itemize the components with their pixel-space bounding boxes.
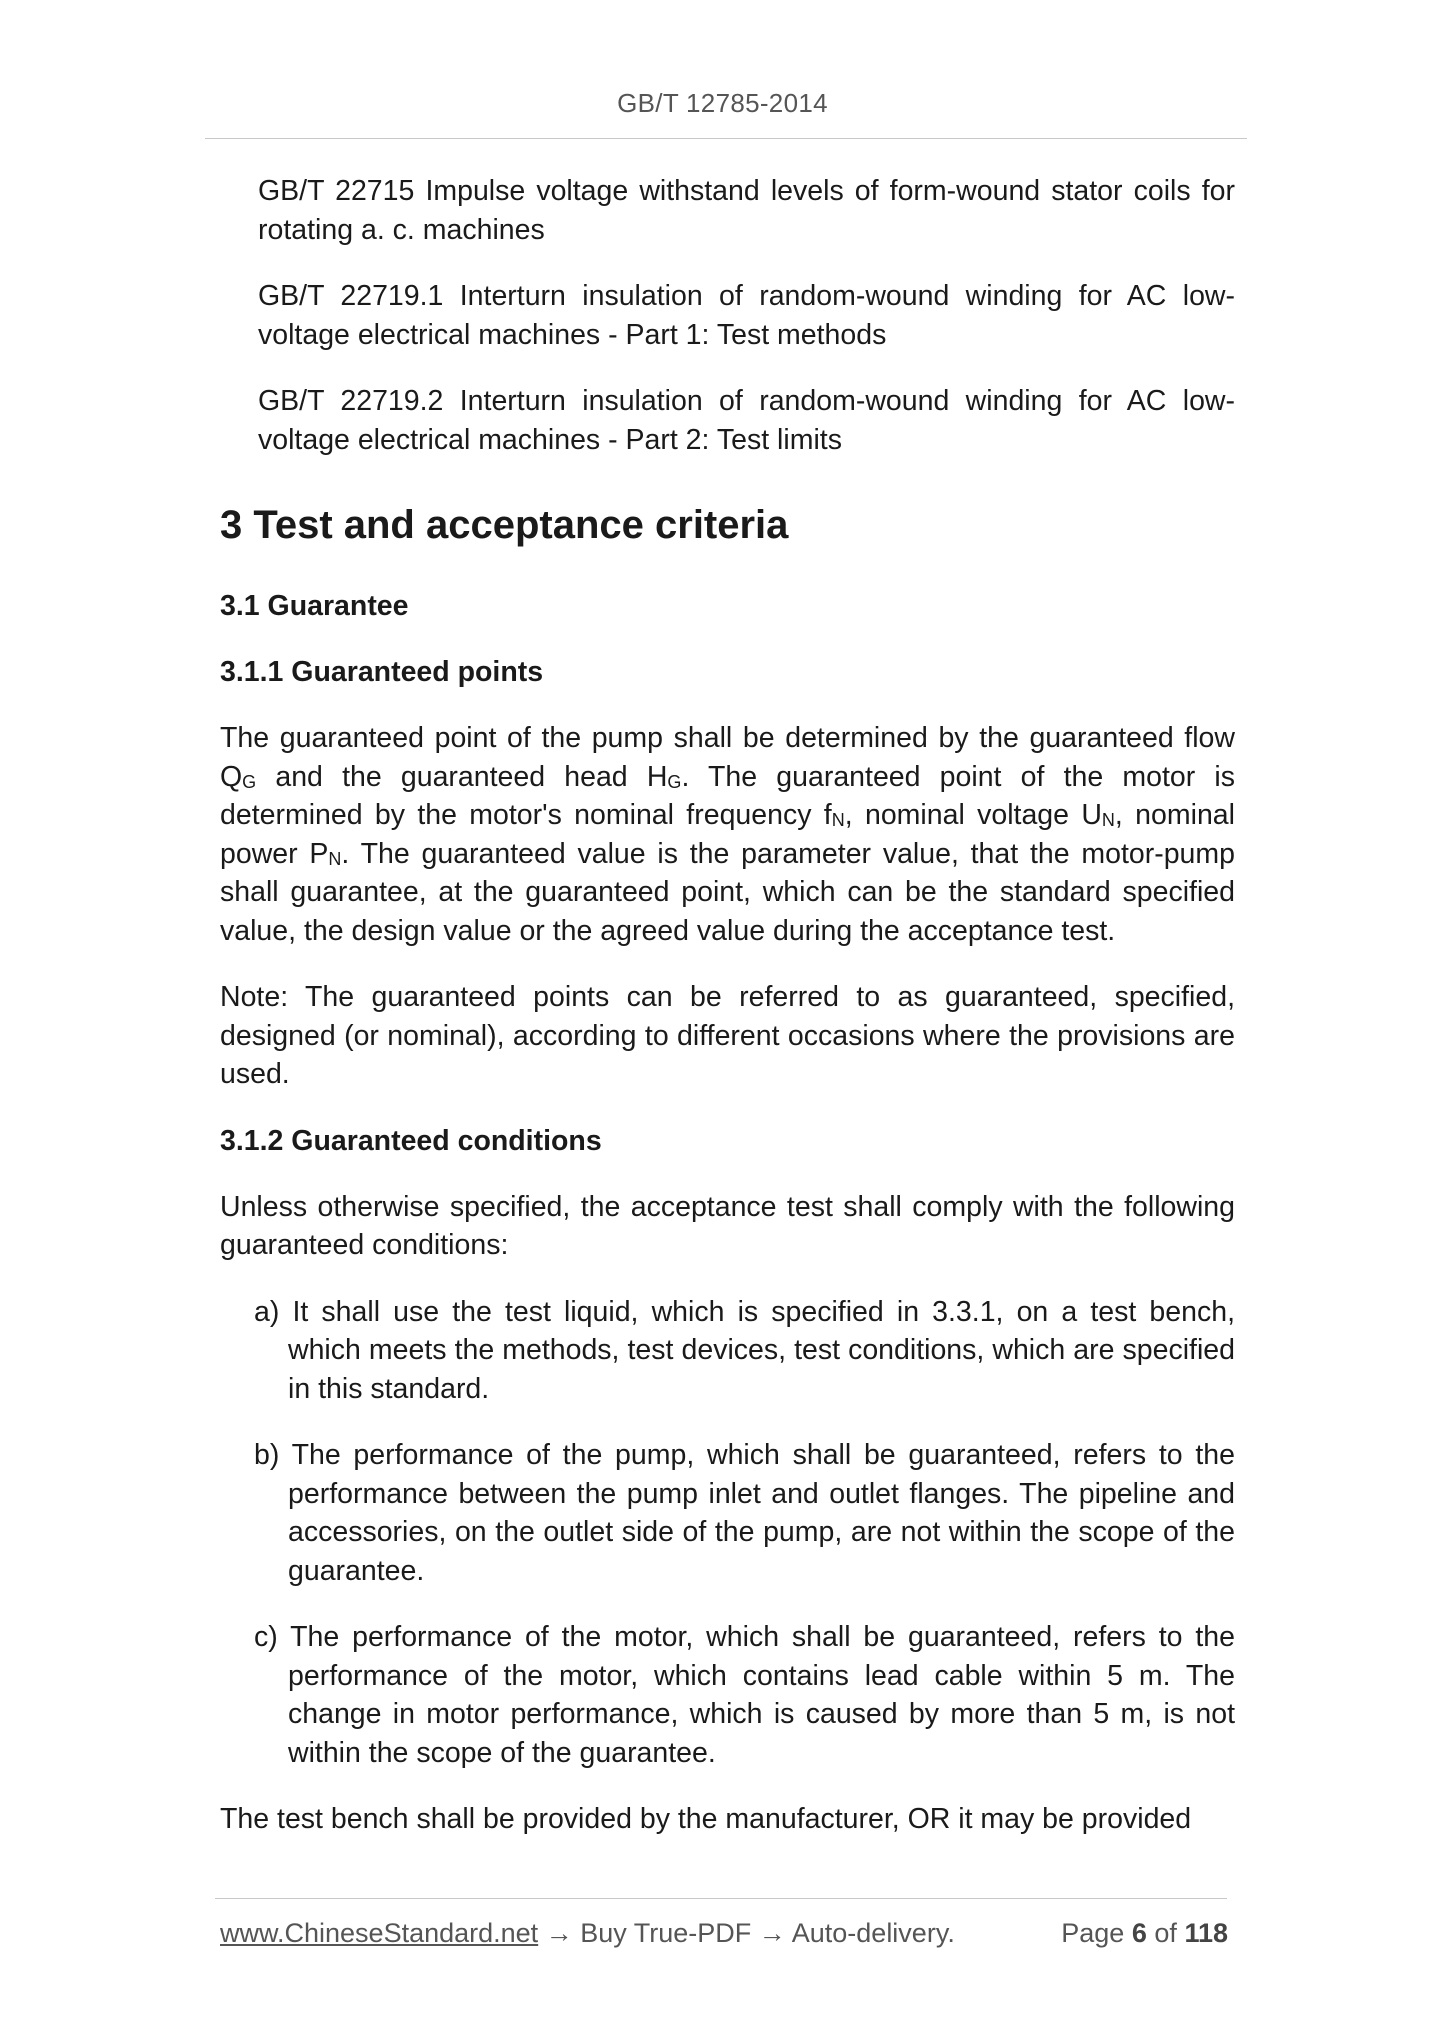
reference-item: GB/T 22715 Impulse voltage withstand levels of form-wound stator coils for rotating a. c. machines bbox=[258, 175, 1235, 246]
document-header-id: GB/T 12785-2014 bbox=[617, 88, 828, 118]
test-bench-paragraph: The test bench shall be provided by the manufacturer, OR it may be provided bbox=[220, 1803, 1192, 1835]
website-link[interactable]: www.ChineseStandard.net bbox=[220, 1918, 539, 1948]
current-page: 6 bbox=[1131, 1918, 1147, 1948]
list-item: c) The performance of the motor, which shall be guaranteed, refers to the performance of the motor, which contains lead cable within 5 m. The change in motor performance, which is caused by more than 5 m, is not within the scope of the guarantee. bbox=[254, 1621, 1235, 1769]
footer-promo-text: → Buy True-PDF → Auto-delivery. bbox=[538, 1918, 955, 1948]
conditions-list bbox=[254, 1293, 1235, 1773]
subsection-heading: 3.1 Guarantee bbox=[220, 590, 409, 622]
subsubsection-heading: 3.1.2 Guaranteed conditions bbox=[220, 1124, 602, 1157]
footer-promo bbox=[220, 1918, 955, 1949]
page-footer bbox=[220, 1918, 1228, 1949]
header-divider bbox=[205, 138, 1247, 139]
reference-item: GB/T 22719.2 Interturn insulation of random-wound winding for AC low-voltage electrical machines - Part 2: Test limits bbox=[258, 385, 1235, 456]
list-item: b) The performance of the pump, which shall be guaranteed, refers to the performance between the pump inlet and outlet flanges. The pipeline and accessories, on the outlet side of the pump, are not within the scope of the guarantee. bbox=[254, 1439, 1235, 1587]
footer-divider bbox=[215, 1898, 1227, 1899]
guaranteed-points-paragraph: The guaranteed point of the pump shall be determined by the guaranteed flow $Q_G$ and the guaranteed head $H_G$. The guaranteed point of the motor is determined by the motor's nominal frequency $f_N$, nominal voltage $U_N$, nominal power $P_N$. The guaranteed value is the parameter value, that the motor-pump shall guarantee, at the guaranteed point, which can be the standard specified value, the design value or the agreed value during the acceptance test. bbox=[220, 722, 1235, 947]
conditions-intro: Unless otherwise specified, the acceptance test shall comply with the following guaranteed conditions: bbox=[220, 1190, 1235, 1261]
subsubsection-heading: 3.1.1 Guaranteed points bbox=[220, 656, 544, 688]
reference-item: GB/T 22719.1 Interturn insulation of random-wound winding for AC low-voltage electrical machines - Part 1: Test methods bbox=[258, 280, 1235, 351]
note-paragraph: Note: The guaranteed points can be referred to as guaranteed, specified, designed (or nominal), according to different occasions where the provisions are used. bbox=[220, 981, 1235, 1090]
page-number: Page 6 of 118 bbox=[1061, 1918, 1228, 1948]
section-heading: 3 Test and acceptance criteria bbox=[220, 503, 789, 547]
page-content bbox=[220, 172, 1235, 1839]
list-item: a) It shall use the test liquid, which is specified in 3.3.1, on a test bench, which meets the methods, test devices, test conditions, which are specified in this standard. bbox=[254, 1295, 1235, 1405]
total-pages: 118 bbox=[1184, 1918, 1228, 1948]
